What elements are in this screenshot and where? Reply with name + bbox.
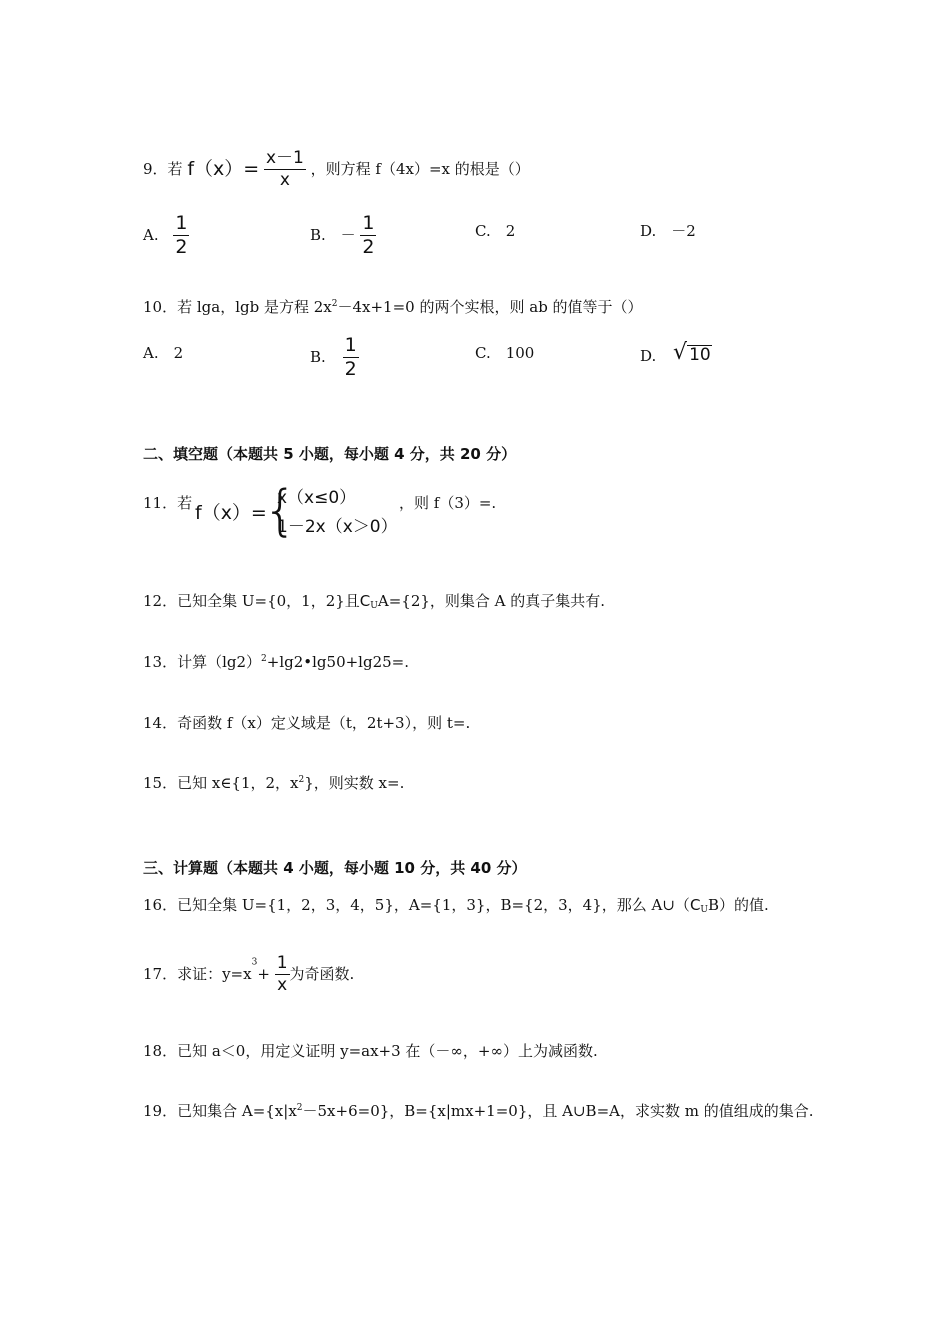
question-12: [143, 594, 605, 611]
q13-text-post: +lg2•lg50+lg25=.: [266, 653, 410, 671]
q15-text-pre: 15．已知 x∈{1，2，x: [143, 774, 299, 792]
q10-option-b-label: B.: [310, 348, 326, 366]
q11-tail: ，则 f（3）=.: [399, 494, 497, 512]
q10-sqrt-radicand: 10: [689, 345, 711, 365]
q9-option-b-label: B.: [310, 226, 326, 244]
q9-fraction-denominator: x: [279, 170, 290, 190]
question-18: 18．已知 a＜0，用定义证明 y=ax+3 在（－∞，+∞）上为减函数.: [143, 1042, 598, 1060]
q9-number: 9．若: [143, 160, 183, 178]
q9-option-b-minus: －: [340, 226, 356, 244]
q9-option-b-denominator: 2: [362, 236, 375, 258]
q9-option-c: C. 2: [475, 222, 516, 240]
q10-sqrt: [673, 342, 712, 364]
q9-option-b: [310, 214, 376, 257]
q16-text-pre: 16．已知全集 U={1，2，3，4，5}，A={1，3}，B={2，3，4}，那么 A∪（: [143, 896, 690, 914]
q12-text-post: A={2}，则集合 A 的真子集共有.: [377, 592, 606, 610]
q12-text-pre: 12．已知全集 U={0，1，2}且: [143, 592, 360, 610]
sqrt-icon: √: [673, 340, 688, 365]
q17-plus: +: [257, 965, 270, 983]
question-10: [143, 300, 643, 315]
q9-option-b-fraction: [360, 214, 376, 257]
q9-fraction: [264, 150, 306, 189]
q16-complement-subscript: U: [700, 905, 709, 915]
q17-fraction: [275, 955, 290, 994]
q13-text-pre: 13．计算（lg2）: [143, 653, 262, 671]
q9-fraction-numerator: x－1: [265, 148, 304, 168]
q17-fraction-denominator: x: [277, 975, 288, 995]
q10-option-b-denominator: 2: [344, 358, 357, 380]
q11-function-lhs: f（x）=: [195, 502, 267, 524]
q9-option-a-numerator: 1: [175, 212, 188, 234]
q19-text-post: －5x+6=0}，B={x|mx+1=0}，且 A∪B=A，求实数 m 的值组成的集合.: [302, 1102, 814, 1120]
q11-case-2: 1－2x（x＞0）: [277, 517, 398, 537]
section-2-title: 二、填空题（本题共 5 小题，每小题 4 分，共 20 分）: [143, 445, 517, 463]
q9-question-tail: ，则方程 f（4x）=x 的根是（）: [310, 160, 530, 178]
q15-text-post: }，则实数 x=.: [304, 774, 405, 792]
q10-option-b: [310, 336, 359, 379]
q10-option-a: A. 2: [143, 344, 184, 362]
q9-option-a-label: A.: [143, 226, 159, 244]
q12-complement-symbol: C: [359, 592, 371, 610]
q16-text-post: B）的值.: [708, 896, 769, 914]
q19-superscript: 2: [296, 1103, 303, 1113]
q17-text-post: 为奇函数.: [289, 965, 355, 983]
q10-option-b-numerator: 1: [344, 334, 357, 356]
q17-text-pre: 17．求证：y=x: [143, 965, 252, 983]
q12-complement-subscript: U: [370, 601, 378, 611]
q9-option-a: [143, 214, 189, 257]
q11-brace: {: [263, 479, 298, 542]
q9-option-a-denominator: 2: [175, 236, 188, 258]
q16-complement-symbol: C: [689, 896, 701, 914]
q10-option-b-fraction: [343, 336, 359, 379]
q10-text-pre: 10．若 lga，lgb 是方程 2x: [143, 298, 332, 316]
q10-option-d: [640, 342, 712, 364]
question-14: 14．奇函数 f（x）定义域是（t，2t+3），则 t=.: [143, 714, 471, 732]
q10-option-d-label: D.: [640, 347, 657, 365]
question-13: [143, 655, 409, 670]
q17-superscript: 3: [251, 957, 258, 968]
question-17: [143, 955, 354, 994]
question-15: [143, 776, 404, 791]
q11-number: 11．若: [143, 494, 193, 512]
q9-function-lhs: f（x）=: [187, 158, 260, 180]
q17-fraction-numerator: 1: [276, 953, 288, 973]
q9-option-a-fraction: [173, 214, 189, 257]
q9-option-d: D. －2: [640, 222, 696, 240]
q13-superscript: 2: [261, 654, 267, 664]
q19-text-pre: 19．已知集合 A={x|x: [143, 1102, 297, 1120]
q10-option-c: C. 100: [475, 344, 535, 362]
q11-case-1: x（x≤0）: [277, 488, 357, 508]
q10-text-post: －4x+1=0 的两个实根，则 ab 的值等于（）: [337, 298, 643, 316]
question-19: [143, 1104, 814, 1119]
section-3-title: 三、计算题（本题共 4 小题，每小题 10 分，共 40 分）: [143, 859, 527, 877]
question-16: [143, 898, 769, 915]
q10-superscript: 2: [331, 299, 338, 309]
q9-option-b-numerator: 1: [362, 212, 375, 234]
question-9: [143, 150, 530, 189]
q15-superscript: 2: [298, 775, 305, 785]
